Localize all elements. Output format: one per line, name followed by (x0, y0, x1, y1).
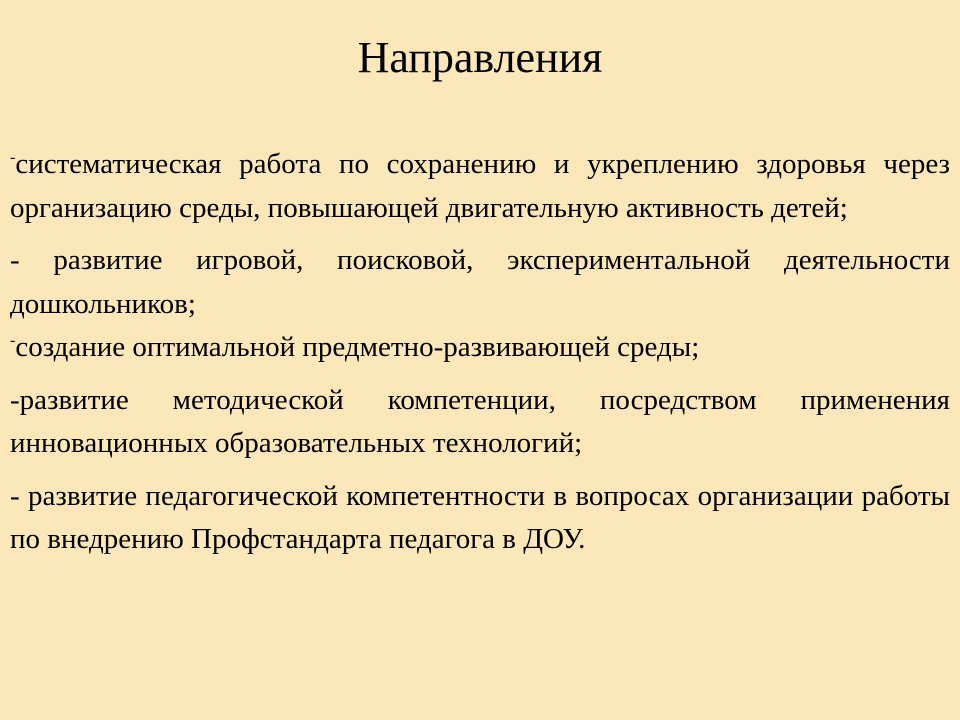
list-item-text: - развитие педагогической компетентности в вопросах организации работы по внедрению Профстандарта педагога в ДОУ. (10, 479, 950, 555)
list-item (10, 239, 950, 326)
bullet-dash: - (10, 149, 16, 166)
directions-list (10, 143, 950, 562)
list-item (10, 379, 950, 466)
bullet-dash: - (10, 332, 16, 349)
list-item-text: систематическая работа по сохранению и укреплению здоровья через организацию среды, повышающей двигательную активность детей; (10, 148, 950, 224)
list-item (10, 143, 950, 230)
list-item (10, 326, 950, 370)
list-item-text: - развитие игровой, поисковой, экспериментальной деятельности дошкольников; (10, 244, 950, 320)
slide-title: Направления (357, 33, 603, 82)
list-item-text: создание оптимальной предметно-развивающей среды; (15, 331, 700, 363)
list-item (10, 475, 950, 562)
list-item-text: -развитие методической компетенции, посредством применения инновационных образовательных технологий; (10, 383, 950, 459)
